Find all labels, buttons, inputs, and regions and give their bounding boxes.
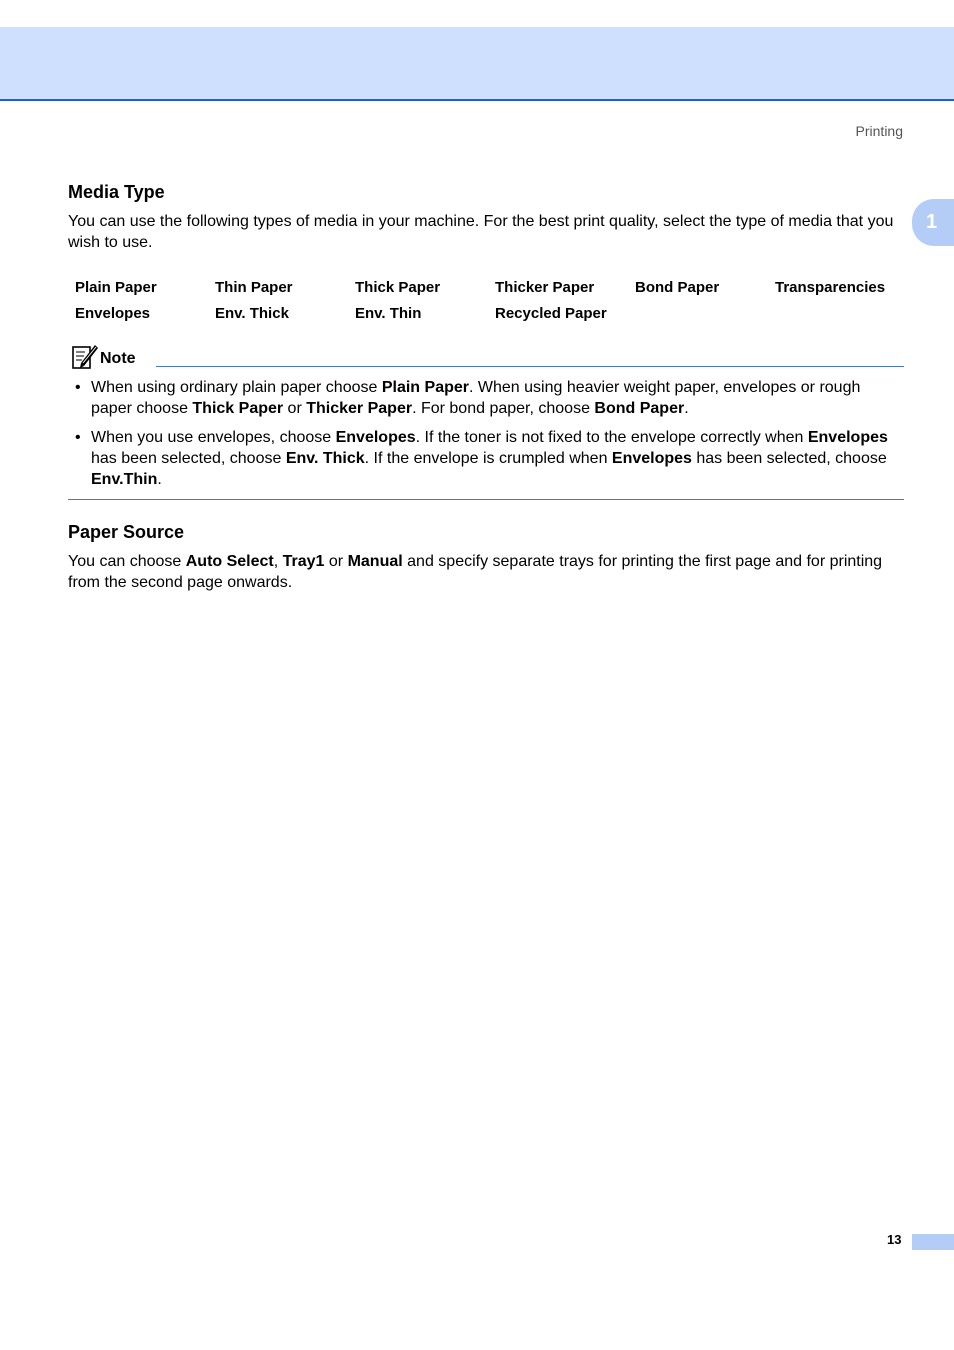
media-type-item: Thicker Paper [495, 279, 595, 296]
footer-band [912, 1234, 954, 1250]
media-type-list [75, 277, 904, 324]
note-list [68, 377, 904, 500]
media-type-item: Thick Paper [355, 279, 441, 296]
note-box [68, 340, 904, 500]
media-type-intro: You can use the following types of media in your machine. For the best print quality, select the type of media that you wish to use. [68, 213, 894, 251]
note-item: • When using ordinary plain paper choose Plain Paper. When using heavier weight paper, envelopes or rough paper choose Thick Paper or Thicker Paper. For bond paper, choose Bond Paper. [75, 379, 861, 417]
media-type-item: Env. Thin [355, 305, 422, 322]
media-type-item: Plain Paper [75, 279, 157, 296]
media-type-item: Envelopes [75, 305, 151, 322]
chapter-tab: 1 [912, 199, 954, 246]
media-type-title: Media Type [68, 182, 165, 202]
page-number: 13 [887, 1232, 902, 1247]
paper-source-text: You can choose Auto Select, Tray1 or Manual and specify separate trays for printing the first page and for printing from the second page onwards. [68, 553, 883, 591]
media-type-item: Recycled Paper [495, 305, 607, 322]
paper-source-section [68, 520, 904, 593]
media-type-item: Bond Paper [635, 279, 720, 296]
note-header [68, 340, 904, 370]
media-type-item: Env. Thick [215, 305, 289, 322]
note-divider [156, 366, 904, 367]
media-type-item: Thin Paper [215, 279, 293, 296]
note-pencil-icon [71, 342, 99, 370]
media-type-item: Transparencies [775, 279, 886, 296]
header-band [0, 27, 954, 101]
paper-source-title: Paper Source [68, 522, 185, 542]
running-head: Printing [855, 123, 903, 139]
note-label: Note [100, 350, 136, 367]
note-item: • When you use envelopes, choose Envelopes. If the toner is not fixed to the envelope correctly when Envelopes has been selected, choose Env. Thick. If the envelope is crumpled when Envelopes has been selected, choose Env.Thin. [75, 429, 888, 488]
page-content [68, 180, 904, 593]
